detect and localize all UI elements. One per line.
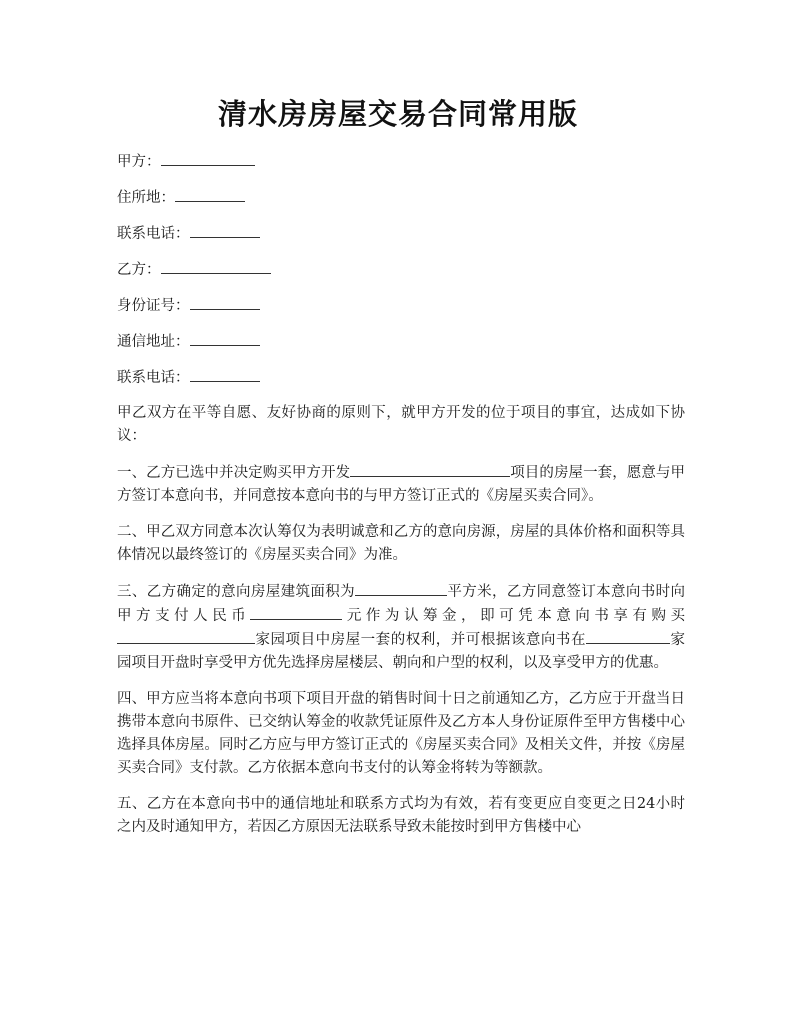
- party-a-address-field: [117, 186, 685, 209]
- party-b-blank: [161, 258, 271, 274]
- clause-1-part-a: 一、乙方已选中并决定购买甲方开发: [117, 465, 351, 481]
- party-a-phone-label: 联系电话：: [117, 226, 190, 242]
- party-b-mail-blank: [190, 330, 260, 346]
- intro-paragraph: 甲乙双方在平等自愿、友好协商的原则下，就甲方开发的位于项目的事宜，达成如下协议：: [117, 405, 685, 444]
- clause-1-blank: [350, 461, 510, 477]
- party-a-address-blank: [175, 186, 245, 202]
- clause-5: 五、乙方在本意向书中的通信地址和联系方式均为有效，若有变更应自变更之日24小时之内及时通知甲方，若因乙方原因无法联系导致未能按时到甲方售楼中心: [117, 796, 685, 835]
- party-a-phone-blank: [190, 222, 260, 238]
- party-b-mail-label: 通信地址：: [117, 334, 190, 350]
- document-body: [117, 150, 685, 852]
- party-b-field: [117, 258, 685, 281]
- clause-2: 二、甲乙双方同意本次认筹仅为表明诚意和乙方的意向房源，房屋的具体价格和面积等具体情况以最终签订的《房屋买卖合同》为准。: [117, 524, 685, 563]
- party-a-address-label: 住所地：: [117, 190, 175, 206]
- clause-3-part-d: 家园项目中房屋一套的权利，并可根据该意向书在: [255, 632, 586, 648]
- document-title: 清水房房屋交易合同常用版: [217, 97, 578, 131]
- party-b-label: 乙方：: [117, 262, 161, 278]
- clause-1: [117, 461, 685, 508]
- party-a-field: [117, 150, 685, 173]
- party-b-id-label: 身份证号：: [117, 298, 190, 314]
- clause-3-part-e: 家园项目开盘时享受甲方优先选择房屋楼层、朝向和户型的权利，以及享受甲方的优惠。: [117, 632, 686, 671]
- party-b-id-field: [117, 294, 685, 317]
- party-b-phone-label: 联系电话：: [117, 370, 190, 386]
- clause-3-part-c: 元作为认筹金，即可凭本意向书享有购买: [342, 608, 685, 624]
- clause-3-part-a: 三、乙方确定的意向房屋建筑面积为: [117, 584, 355, 600]
- party-a-blank: [161, 150, 255, 166]
- party-a-phone-field: [117, 222, 685, 245]
- clause-3-project2-blank: [586, 628, 670, 644]
- clause-3-area-blank: [355, 580, 447, 596]
- party-b-phone-field: [117, 366, 685, 389]
- clause-3-amount-blank: [250, 604, 342, 620]
- clause-3: [117, 580, 685, 675]
- clause-1-part-b: 项目的房屋一套，愿意与甲方签订本意向书，并同意按本意向书的与甲方签订正式的《房屋买卖合同》。: [117, 465, 686, 504]
- party-b-phone-blank: [190, 366, 260, 382]
- clause-3-part-b: 平方米，乙方同意签订本意向书时向甲方支付人民币: [117, 584, 685, 624]
- clause-3-project-blank: [117, 628, 255, 644]
- party-b-mail-field: [117, 330, 685, 353]
- clause-4: 四、甲方应当将本意向书项下项目开盘的销售时间十日之前通知乙方，乙方应于开盘当日携带本意向书原件、已交纳认筹金的收款凭证原件及乙方本人身份证原件至甲方售楼中心选择具体房屋。同时乙方应与甲方签订正式的《房屋买卖合同》及相关文件，并按《房屋买卖合同》支付款。乙方依据本意向书支付的认筹金将转为等额款。: [117, 691, 685, 776]
- party-b-id-blank: [190, 294, 260, 310]
- party-a-label: 甲方：: [117, 154, 161, 170]
